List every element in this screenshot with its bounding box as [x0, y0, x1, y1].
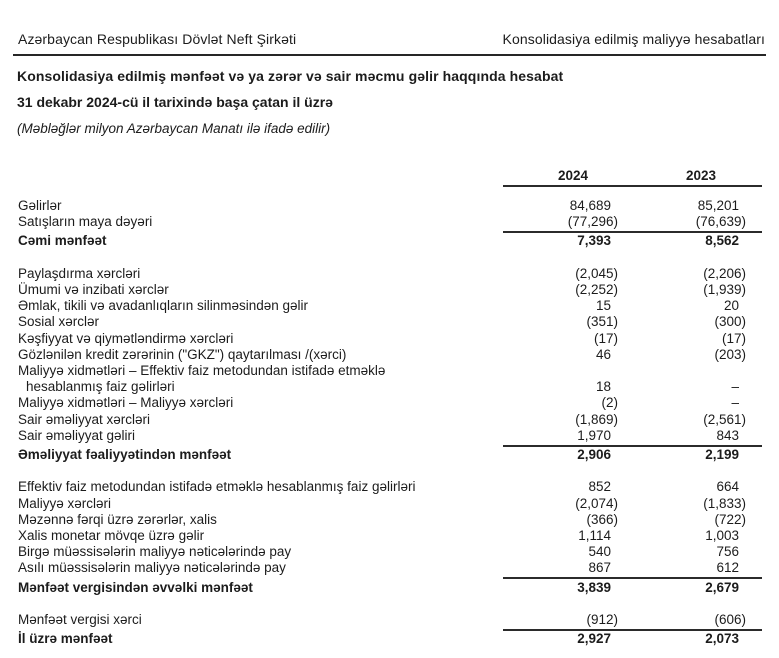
table-row: [18, 282, 762, 298]
value-2023: (17): [721, 330, 746, 346]
value-2024: 18: [595, 379, 611, 395]
row-label: Əməliyyat fəaliyyətindən mənfəət: [18, 447, 232, 463]
value-2024: (912): [586, 612, 618, 628]
row-label: Mənfəət vergisi xərci: [18, 612, 142, 628]
value-2023: (300): [714, 314, 746, 330]
table-row: [18, 544, 762, 560]
table-row: [18, 198, 762, 214]
row-label: Asılı müəssisələrin maliyyə nəticələrində pay: [18, 560, 286, 576]
value-2024: (351): [586, 314, 618, 330]
value-2023: (203): [714, 346, 746, 362]
value-2023: 2,679: [705, 579, 739, 595]
value-2023: 8,562: [705, 233, 739, 249]
table-row: [18, 347, 762, 363]
row-label: Gözlənilən kredit zərərinin ("GKZ") qaytarılması /(xərci): [18, 346, 347, 362]
column-header-2024: 2024: [557, 168, 588, 183]
currency-note: (Məbləğlər milyon Azərbaycan Manatı ilə ifadə edilir): [17, 121, 331, 136]
value-2023: 20: [723, 298, 739, 314]
table-row: [18, 233, 762, 249]
table-row: [18, 331, 762, 347]
statement-table: [18, 168, 762, 647]
value-2023: (722): [714, 511, 746, 527]
value-2024: 867: [588, 560, 611, 576]
row-label: Kəşfiyyat və qiymətləndirmə xərcləri: [18, 330, 234, 346]
table-row: [18, 447, 762, 463]
row-label: Maliyyə xidmətləri – Effektiv faiz metodundan istifadə etməklə: [18, 363, 386, 379]
value-2023: 2,199: [705, 447, 739, 463]
row-label: Maliyyə xərcləri: [18, 495, 112, 511]
table-rows: [18, 198, 762, 647]
row-label: Məzənnə fərqi üzrə zərərlər, xalis: [18, 511, 217, 527]
column-header-2023: 2023: [685, 168, 716, 183]
value-2024: (366): [586, 511, 618, 527]
value-2023: (606): [714, 612, 746, 628]
value-2023: 2,073: [705, 631, 739, 647]
value-2024: 84,689: [569, 198, 611, 213]
table-row: [18, 363, 762, 379]
value-2024: 1,114: [578, 528, 611, 544]
table-row: [18, 512, 762, 528]
table-row: [18, 612, 762, 628]
value-2023: –: [731, 379, 739, 395]
running-header: [18, 31, 765, 47]
table-row: [18, 580, 762, 596]
value-2024: 2,906: [577, 447, 611, 463]
value-2023: 756: [716, 544, 739, 560]
row-label: İl üzrə mənfəət: [18, 631, 113, 647]
row-label: Cəmi mənfəət: [18, 233, 107, 249]
value-2023: 612: [716, 560, 739, 576]
row-label: hesablanmış faiz gəlirləri: [26, 379, 175, 395]
value-2023: (76,639): [695, 214, 746, 230]
value-2024: 3,839: [577, 579, 611, 595]
row-label: Paylaşdırma xərcləri: [18, 265, 141, 281]
value-2024: (1,869): [575, 411, 618, 427]
value-2024: (2): [601, 395, 618, 411]
row-label: Ümumi və inzibati xərclər: [18, 282, 169, 297]
row-label: Satışların maya dəyəri: [18, 214, 153, 230]
table-row: [18, 428, 762, 444]
value-2024: (2,074): [575, 495, 618, 511]
table-header-gap: [18, 188, 762, 199]
table-row: [18, 395, 762, 411]
row-label: Maliyyə xidmətləri – Maliyyə xərcləri: [18, 395, 234, 411]
row-label: Birgə müəssisələrin maliyyə nəticələrində pay: [18, 544, 292, 560]
value-2024: (2,252): [575, 282, 618, 297]
value-2024: [503, 363, 618, 379]
table-row: [18, 479, 762, 495]
table-column-headers: [18, 168, 762, 185]
statement-title: Konsolidasiya edilmiş mənfəət və ya zərər və sair məcmu gəlir haqqında hesabat: [17, 68, 564, 84]
value-2023: 85,201: [697, 198, 739, 213]
column-header-spacer: [18, 168, 503, 185]
table-row: [18, 496, 762, 512]
row-label: Əmlak, tikili və avadanlıqların silinməsindən gəlir: [18, 298, 309, 314]
value-2024: 2,927: [577, 631, 611, 647]
value-2023: (1,833): [703, 495, 746, 511]
table-row: [18, 266, 762, 282]
value-2024: 7,393: [577, 233, 611, 249]
statement-period: 31 dekabr 2024-cü il tarixində başa çatan il üzrə: [17, 94, 333, 110]
row-label: Sosial xərclər: [18, 314, 100, 330]
table-row: [18, 214, 762, 230]
value-2024: (17): [593, 330, 618, 346]
value-2023: (2,561): [703, 411, 746, 427]
row-label: Gəlirlər: [18, 198, 62, 213]
table-row: [18, 379, 762, 395]
value-2023: [618, 363, 762, 379]
table-row: [18, 560, 762, 576]
value-2023: –: [731, 395, 739, 411]
row-label: Effektiv faiz metodundan istifadə etməklə hesablanmış faiz gəlirləri: [18, 479, 416, 495]
table-row: [18, 528, 762, 544]
row-label: Sair əməliyyat gəliri: [18, 427, 136, 443]
value-2024: 46: [595, 346, 611, 362]
table-row: [18, 412, 762, 428]
value-2024: (2,045): [575, 265, 618, 281]
table-row: [18, 631, 762, 647]
table-row: [18, 314, 762, 330]
row-label: Sair əməliyyat xərcləri: [18, 411, 151, 427]
spacer-row: [18, 250, 762, 266]
company-name: Azərbaycan Respublikası Dövlət Neft Şirkəti: [18, 31, 297, 47]
report-type-label: Konsolidasiya edilmiş maliyyə hesabatları: [502, 31, 765, 47]
spacer-row: [18, 596, 762, 612]
row-label: Xalis monetar mövqe üzrə gəlir: [18, 528, 205, 544]
value-2023: 1,003: [705, 528, 739, 544]
value-2024: 15: [595, 298, 611, 314]
value-2023: 843: [716, 427, 739, 443]
row-label: Mənfəət vergisindən əvvəlki mənfəət: [18, 579, 253, 595]
value-2023: 664: [716, 479, 739, 495]
spacer-row: [18, 463, 762, 479]
value-2024: (77,296): [567, 214, 618, 230]
value-2024: 852: [588, 479, 611, 495]
value-2023: (1,939): [703, 282, 746, 297]
value-2023: (2,206): [703, 265, 746, 281]
table-row: [18, 298, 762, 314]
value-2024: 1,970: [577, 427, 611, 443]
header-divider: [13, 54, 766, 56]
value-2024: 540: [588, 544, 611, 560]
